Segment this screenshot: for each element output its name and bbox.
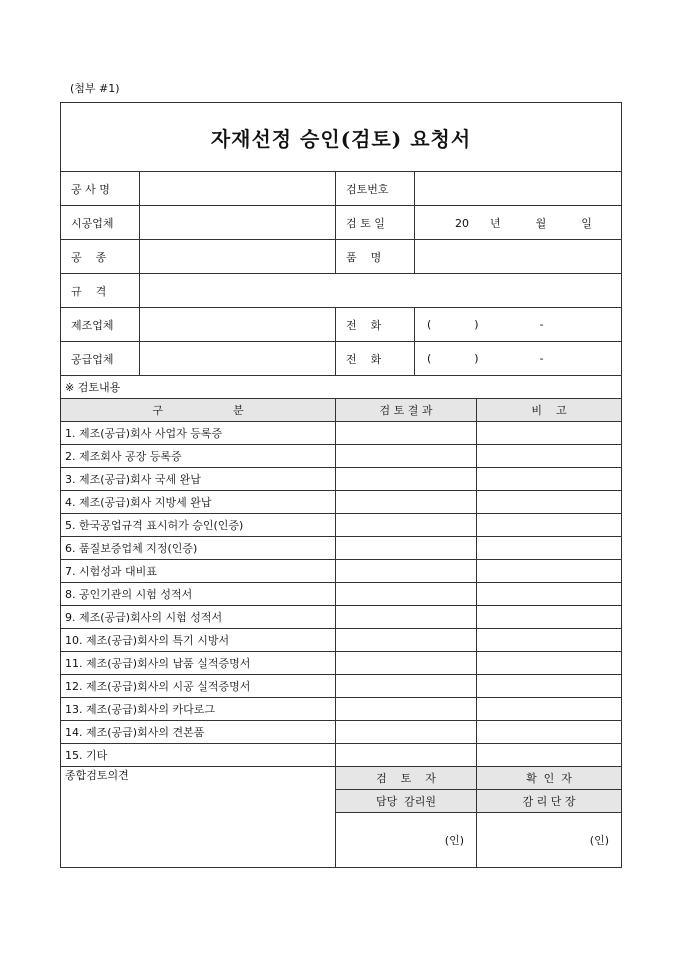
- review-result-cell[interactable]: [336, 514, 477, 537]
- review-number-label: 검토번호: [336, 172, 415, 206]
- review-item-row: [61, 445, 622, 468]
- review-number-field[interactable]: [415, 172, 622, 206]
- supplier-label: 공급업체: [61, 342, 140, 376]
- review-item-row: [61, 514, 622, 537]
- remarks-cell[interactable]: [477, 537, 622, 560]
- overall-opinion-cell[interactable]: [61, 767, 336, 868]
- spec-field[interactable]: [140, 274, 622, 308]
- date-day-unit: 일: [581, 216, 592, 230]
- remarks-cell[interactable]: [477, 445, 622, 468]
- overall-opinion-label: 종합검토의견: [65, 769, 129, 782]
- review-item-label: 3. 제조(공급)회사 국세 완납: [61, 468, 336, 491]
- review-result-cell[interactable]: [336, 445, 477, 468]
- review-result-cell[interactable]: [336, 537, 477, 560]
- remarks-cell[interactable]: [477, 514, 622, 537]
- reviewer-header: 검 토 자: [336, 767, 477, 790]
- project-name-field[interactable]: [140, 172, 336, 206]
- review-item-label: 6. 품질보증업체 지정(인증): [61, 537, 336, 560]
- form-title: 자재선정 승인(검토) 요청서: [61, 103, 622, 172]
- review-result-cell[interactable]: [336, 744, 477, 767]
- review-item-row: [61, 744, 622, 767]
- review-item-row: [61, 491, 622, 514]
- reviewer-seal[interactable]: (인): [336, 813, 477, 868]
- contractor-field[interactable]: [140, 206, 336, 240]
- reviewer-role: 담당 감리원: [336, 790, 477, 813]
- review-item-row: [61, 652, 622, 675]
- contractor-label: 시공업체: [61, 206, 140, 240]
- review-item-label: 10. 제조(공급)회사의 특기 시방서: [61, 629, 336, 652]
- remarks-cell[interactable]: [477, 606, 622, 629]
- review-result-cell[interactable]: [336, 422, 477, 445]
- remarks-cell[interactable]: [477, 744, 622, 767]
- review-item-row: [61, 468, 622, 491]
- review-item-label: 12. 제조(공급)회사의 시공 실적증명서: [61, 675, 336, 698]
- spec-label: 규 격: [61, 274, 140, 308]
- confirmer-seal[interactable]: (인): [477, 813, 622, 868]
- review-date-field[interactable]: [415, 206, 622, 240]
- review-item-label: 11. 제조(공급)회사의 납품 실적증명서: [61, 652, 336, 675]
- review-result-cell[interactable]: [336, 721, 477, 744]
- remarks-cell[interactable]: [477, 698, 622, 721]
- review-result-cell[interactable]: [336, 698, 477, 721]
- date-month-unit: 월: [535, 216, 547, 230]
- review-item-label: 8. 공인기관의 시험 성적서: [61, 583, 336, 606]
- review-date-label: 검 토 일: [336, 206, 415, 240]
- work-type-label: 공 종: [61, 240, 140, 274]
- review-item-label: 13. 제조(공급)회사의 카다로그: [61, 698, 336, 721]
- review-items: [61, 422, 622, 767]
- review-item-row: [61, 606, 622, 629]
- review-item-row: [61, 422, 622, 445]
- phone1-open: (: [427, 318, 432, 331]
- review-item-row: [61, 629, 622, 652]
- phone1-field[interactable]: [415, 308, 622, 342]
- remarks-cell[interactable]: [477, 652, 622, 675]
- review-result-cell[interactable]: [336, 652, 477, 675]
- review-result-cell[interactable]: [336, 468, 477, 491]
- review-item-label: 14. 제조(공급)회사의 견본품: [61, 721, 336, 744]
- phone1-dash: -: [539, 318, 544, 331]
- remarks-cell[interactable]: [477, 583, 622, 606]
- item-name-field[interactable]: [415, 240, 622, 274]
- phone1-close: ): [474, 318, 479, 331]
- manufacturer-label: 제조업체: [61, 308, 140, 342]
- review-result-cell[interactable]: [336, 491, 477, 514]
- confirmer-role: 감 리 단 장: [477, 790, 622, 813]
- phone2-dash: -: [539, 352, 544, 365]
- confirmer-header: 확 인 자: [477, 767, 622, 790]
- project-name-label: 공 사 명: [61, 172, 140, 206]
- review-result-cell[interactable]: [336, 675, 477, 698]
- header-category: 구 분: [61, 399, 336, 422]
- review-item-row: [61, 675, 622, 698]
- phone2-field[interactable]: [415, 342, 622, 376]
- review-item-label: 7. 시험성과 대비표: [61, 560, 336, 583]
- remarks-cell[interactable]: [477, 721, 622, 744]
- supplier-field[interactable]: [140, 342, 336, 376]
- review-item-row: [61, 583, 622, 606]
- review-item-row: [61, 698, 622, 721]
- review-item-label: 15. 기타: [61, 744, 336, 767]
- remarks-cell[interactable]: [477, 675, 622, 698]
- review-item-row: [61, 537, 622, 560]
- review-result-cell[interactable]: [336, 606, 477, 629]
- review-item-row: [61, 721, 622, 744]
- item-name-label: 품 명: [336, 240, 415, 274]
- remarks-cell[interactable]: [477, 491, 622, 514]
- review-item-label: 2. 제조회사 공장 등록증: [61, 445, 336, 468]
- phone2-close: ): [474, 352, 479, 365]
- review-item-label: 5. 한국공업규격 표시허가 승인(인증): [61, 514, 336, 537]
- review-result-cell[interactable]: [336, 560, 477, 583]
- phone2-label: 전 화: [336, 342, 415, 376]
- review-section-label: ※ 검토내용: [61, 376, 622, 399]
- review-result-cell[interactable]: [336, 583, 477, 606]
- review-item-label: 4. 제조(공급)회사 지방세 완납: [61, 491, 336, 514]
- review-item-row: [61, 560, 622, 583]
- review-item-label: 9. 제조(공급)회사의 시험 성적서: [61, 606, 336, 629]
- manufacturer-field[interactable]: [140, 308, 336, 342]
- approval-request-form: [60, 102, 622, 868]
- phone2-open: (: [427, 352, 432, 365]
- date-year-unit: 년: [490, 216, 501, 230]
- remarks-cell[interactable]: [477, 422, 622, 445]
- work-type-field[interactable]: [140, 240, 336, 274]
- header-remarks: 비 고: [477, 399, 622, 422]
- remarks-cell[interactable]: [477, 629, 622, 652]
- attachment-label: (첨부 #1): [70, 82, 120, 95]
- date-year: 20: [455, 216, 469, 230]
- review-result-cell[interactable]: [336, 629, 477, 652]
- remarks-cell[interactable]: [477, 560, 622, 583]
- review-item-label: 1. 제조(공급)회사 사업자 등록증: [61, 422, 336, 445]
- phone1-label: 전 화: [336, 308, 415, 342]
- remarks-cell[interactable]: [477, 468, 622, 491]
- header-result: 검 토 결 과: [336, 399, 477, 422]
